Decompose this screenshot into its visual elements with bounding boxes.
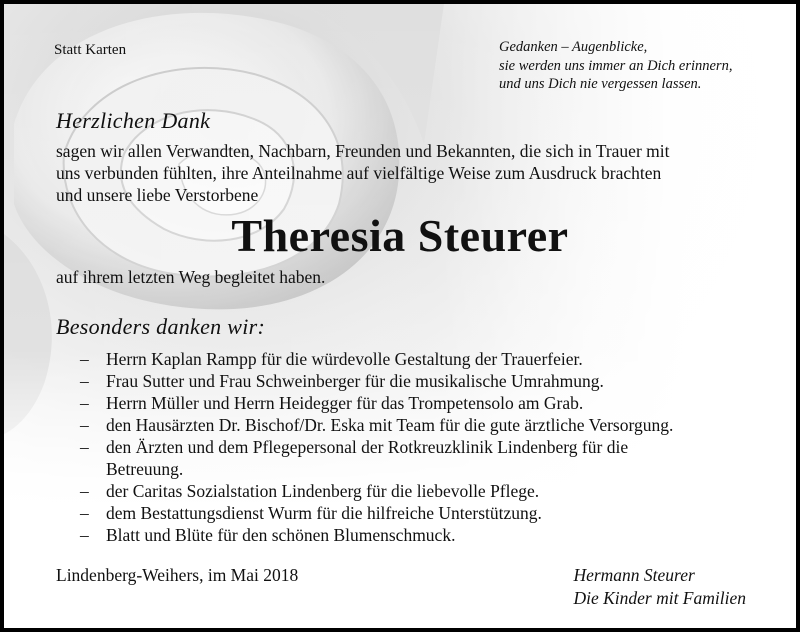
paragraph-line: uns verbunden fühlten, ihre Anteilnahme auf vielfältige Weise zum Ausdruck brachten	[56, 163, 662, 183]
list-item-text: Herrn Müller und Herrn Heidegger für das Trompetensolo am Grab.	[106, 393, 584, 413]
list-item	[80, 392, 673, 414]
list-item-text-continued: Betreuung.	[106, 459, 184, 479]
special-thanks-list	[80, 348, 673, 546]
quote-line: Gedanken – Augenblicke,	[499, 39, 648, 55]
dash-bullet: –	[80, 503, 89, 523]
closing-line: auf ihrem letzten Weg begleitet haben.	[56, 267, 326, 287]
list-item	[80, 414, 673, 436]
list-item	[80, 480, 673, 502]
list-item-text: Herrn Kaplan Rampp für die würdevolle Gestaltung der Trauerfeier.	[106, 349, 583, 369]
list-item-text: Blatt und Blüte für den schönen Blumenschmuck.	[106, 525, 456, 545]
signature-line: Hermann Steurer	[573, 565, 695, 585]
list-item-text: Frau Sutter und Frau Schweinberger für die musikalische Umrahmung.	[106, 371, 604, 391]
quote-line: und uns Dich nie vergessen lassen.	[499, 76, 702, 92]
dash-bullet: –	[80, 525, 89, 545]
paragraph-line: sagen wir allen Verwandten, Nachbarn, Freunden und Bekannten, die sich in Trauer mit	[56, 141, 670, 161]
quote-line: sie werden uns immer an Dich erinnern,	[499, 57, 733, 74]
list-item-text: dem Bestattungsdienst Wurm für die hilfreiche Unterstützung.	[106, 503, 542, 523]
signature-line: Die Kinder mit Familien	[573, 588, 746, 608]
list-item	[80, 524, 673, 546]
special-thanks-heading: Besonders danken wir:	[56, 314, 266, 339]
dash-bullet: –	[80, 371, 89, 391]
list-item	[80, 370, 673, 392]
dash-bullet: –	[80, 481, 89, 501]
list-item	[80, 348, 673, 370]
memorial-quote	[499, 38, 732, 94]
place-and-date: Lindenberg-Weihers, im Mai 2018	[56, 565, 299, 585]
list-item	[80, 502, 673, 524]
list-item	[80, 436, 673, 480]
dash-bullet: –	[80, 393, 89, 413]
statt-karten-label: Statt Karten	[54, 42, 127, 58]
dash-bullet: –	[80, 415, 89, 435]
thanks-paragraph	[56, 140, 669, 206]
paragraph-line: und unsere liebe Verstorbene	[56, 185, 259, 205]
list-item-text: den Hausärzten Dr. Bischof/Dr. Eska mit Team für die gute ärztliche Versorgung.	[106, 415, 674, 435]
deceased-name: Theresia Steurer	[231, 210, 569, 261]
dash-bullet: –	[80, 349, 89, 369]
dash-bullet: –	[80, 437, 89, 457]
list-item-text: der Caritas Sozialstation Lindenberg für die liebevolle Pflege.	[106, 481, 540, 501]
list-item-text: den Ärzten und dem Pflegepersonal der Rotkreuzklinik Lindenberg für die	[106, 437, 629, 457]
signatures	[573, 564, 746, 610]
thanks-heading: Herzlichen Dank	[56, 108, 211, 133]
